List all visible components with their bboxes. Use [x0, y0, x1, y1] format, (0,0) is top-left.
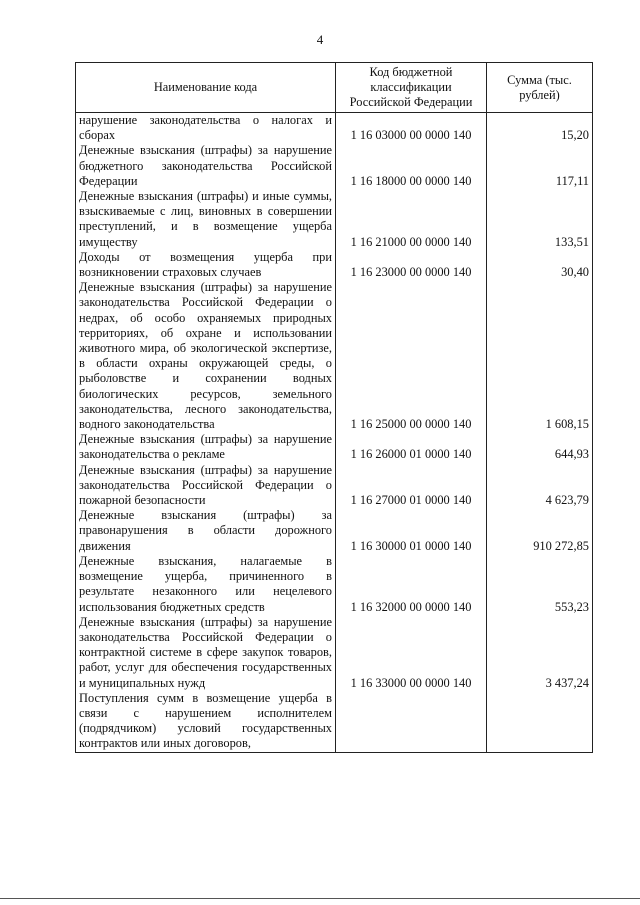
row-sum: 553,23	[487, 554, 593, 615]
row-name: Денежные взыскания (штрафы) за нарушение законодательства Российской Федерации о недрах, об особо охраняемых природных территориях, об охране и использовании животного мира, об экологической экспертизе, в области охраны окружающей среды, о рыболовстве и сохранении водных биологических ресурсов, земельного законодательства, лесного законодательства, водного законодательства	[76, 280, 336, 432]
table-row	[76, 189, 593, 250]
row-name: Денежные взыскания (штрафы) за нарушение законодательства Российской Федерации о контрактной системе в сфере закупок товаров, работ, услуг для обеспечения государственных и муниципальных нужд	[76, 615, 336, 691]
row-code: 1 16 25000 00 0000 140	[336, 280, 487, 432]
table-row	[76, 508, 593, 554]
row-sum: 644,93	[487, 432, 593, 462]
budget-code-table	[75, 62, 593, 753]
table-row	[76, 250, 593, 280]
row-sum: 133,51	[487, 189, 593, 250]
bottom-rule	[0, 898, 640, 899]
table-row	[76, 554, 593, 615]
row-name: нарушение законодательства о налогах и сборах	[76, 113, 336, 144]
header-sum: Сумма (тыс. рублей)	[487, 63, 593, 113]
row-code	[336, 691, 487, 752]
row-code: 1 16 03000 00 0000 140	[336, 113, 487, 144]
row-code: 1 16 21000 00 0000 140	[336, 189, 487, 250]
row-name: Поступления сумм в возмещение ущерба в связи с нарушением исполнителем (подрядчиком) условий государственных контрактов или иных договоров,	[76, 691, 336, 752]
row-sum: 30,40	[487, 250, 593, 280]
row-sum: 910 272,85	[487, 508, 593, 554]
row-name: Денежные взыскания (штрафы) за правонарушения в области дорожного движения	[76, 508, 336, 554]
row-code: 1 16 26000 01 0000 140	[336, 432, 487, 462]
row-code: 1 16 23000 00 0000 140	[336, 250, 487, 280]
table-row	[76, 143, 593, 189]
row-name: Доходы от возмещения ущерба при возникновении страховых случаев	[76, 250, 336, 280]
row-sum: 3 437,24	[487, 615, 593, 691]
table-row	[76, 691, 593, 752]
table-row	[76, 113, 593, 144]
header-code: Код бюджетной классификации Российской Федерации	[336, 63, 487, 113]
row-sum: 15,20	[487, 113, 593, 144]
row-sum: 1 608,15	[487, 280, 593, 432]
row-code: 1 16 18000 00 0000 140	[336, 143, 487, 189]
row-name: Денежные взыскания (штрафы) за нарушение законодательства Российской Федерации о пожарной безопасности	[76, 463, 336, 509]
table-row	[76, 432, 593, 462]
table-row	[76, 463, 593, 509]
header-name: Наименование кода	[76, 63, 336, 113]
row-code: 1 16 32000 00 0000 140	[336, 554, 487, 615]
table-row	[76, 280, 593, 432]
page-number: 4	[316, 32, 324, 47]
row-name: Денежные взыскания, налагаемые в возмещение ущерба, причиненного в результате незаконного или нецелевого использования бюджетных средств	[76, 554, 336, 615]
row-name: Денежные взыскания (штрафы) за нарушение бюджетного законодательства Российской Федерации	[76, 143, 336, 189]
row-code: 1 16 30000 01 0000 140	[336, 508, 487, 554]
row-code: 1 16 33000 00 0000 140	[336, 615, 487, 691]
row-sum	[487, 691, 593, 752]
table-row	[76, 615, 593, 691]
row-name: Денежные взыскания (штрафы) за нарушение законодательства о рекламе	[76, 432, 336, 462]
row-code: 1 16 27000 01 0000 140	[336, 463, 487, 509]
table-header-row	[76, 63, 593, 113]
row-sum: 4 623,79	[487, 463, 593, 509]
row-sum: 117,11	[487, 143, 593, 189]
row-name: Денежные взыскания (штрафы) и иные суммы, взыскиваемые с лиц, виновных в совершении преступлений, и в возмещение ущерба имуществу	[76, 189, 336, 250]
